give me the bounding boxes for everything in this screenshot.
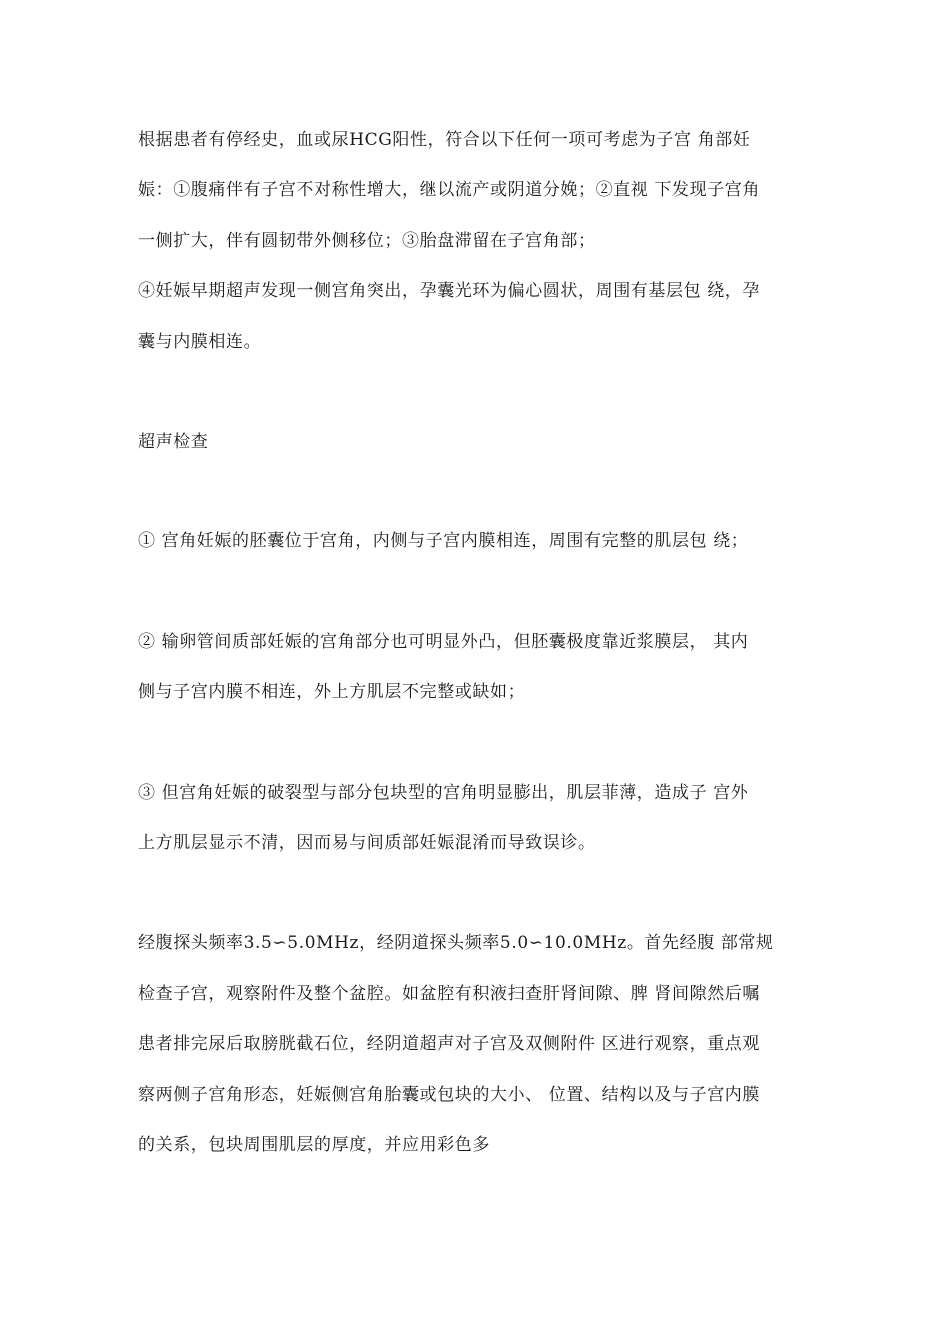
paragraph-3-line-2: 检查子宫，观察附件及整个盆腔。如盆腔有积液扫查肝肾间隙、脾 肾间隙然后嘱 xyxy=(138,984,761,1004)
paragraph-1-line-3: 一侧扩大，伴有圆韧带外侧移位；③胎盘滞留在子宫角部； xyxy=(138,231,596,251)
paragraph-3-line-1: 经腹探头频率3.5∽5.0MHz，经阴道探头频率5.0∽10.0MHz。首先经腹 部常规 xyxy=(138,933,774,953)
list-item-3-line-1: ③ 但宫角妊娠的破裂型与部分包块型的宫角明显膨出，肌层菲薄，造成子 宫外 xyxy=(138,783,749,803)
paragraph-1-line-1: 根据患者有停经史，血或尿HCG阳性，符合以下任何一项可考虑为子宫 角部妊 xyxy=(138,130,751,150)
paragraph-1-line-2: 娠：①腹痛伴有子宫不对称性增大，继以流产或阴道分娩；②直视 下发现子宫角 xyxy=(138,180,761,200)
paragraph-3-line-4: 察两侧子宫角形态，妊娠侧宫角胎囊或包块的大小、 位置、结构以及与子宫内膜 xyxy=(138,1085,761,1105)
paragraph-2-line-2: 囊与内膜相连。 xyxy=(138,332,262,352)
paragraph-3-line-3: 患者排完尿后取膀胱截石位，经阴道超声对子宫及双侧附件 区进行观察，重点观 xyxy=(138,1034,761,1054)
list-item-2-line-2: 侧与子宫内膜不相连，外上方肌层不完整或缺如； xyxy=(138,682,526,702)
section-heading: 超声检查 xyxy=(138,432,209,452)
paragraph-3-line-5: 的关系，包块周围肌层的厚度，并应用彩色多 xyxy=(138,1135,490,1155)
list-item-1-line-1: ① 宫角妊娠的胚囊位于宫角，内侧与子宫内膜相连，周围有完整的肌层包 绕； xyxy=(138,531,749,551)
list-item-2-line-1: ② 输卵管间质部妊娠的宫角部分也可明显外凸，但胚囊极度靠近浆膜层， 其内 xyxy=(138,632,749,652)
paragraph-2-line-1: ④妊娠早期超声发现一侧宫角突出，孕囊光环为偏心圆状，周围有基层包 绕，孕 xyxy=(138,281,761,301)
list-item-3-line-2: 上方肌层显示不清，因而易与间质部妊娠混淆而导致误诊。 xyxy=(138,833,596,853)
